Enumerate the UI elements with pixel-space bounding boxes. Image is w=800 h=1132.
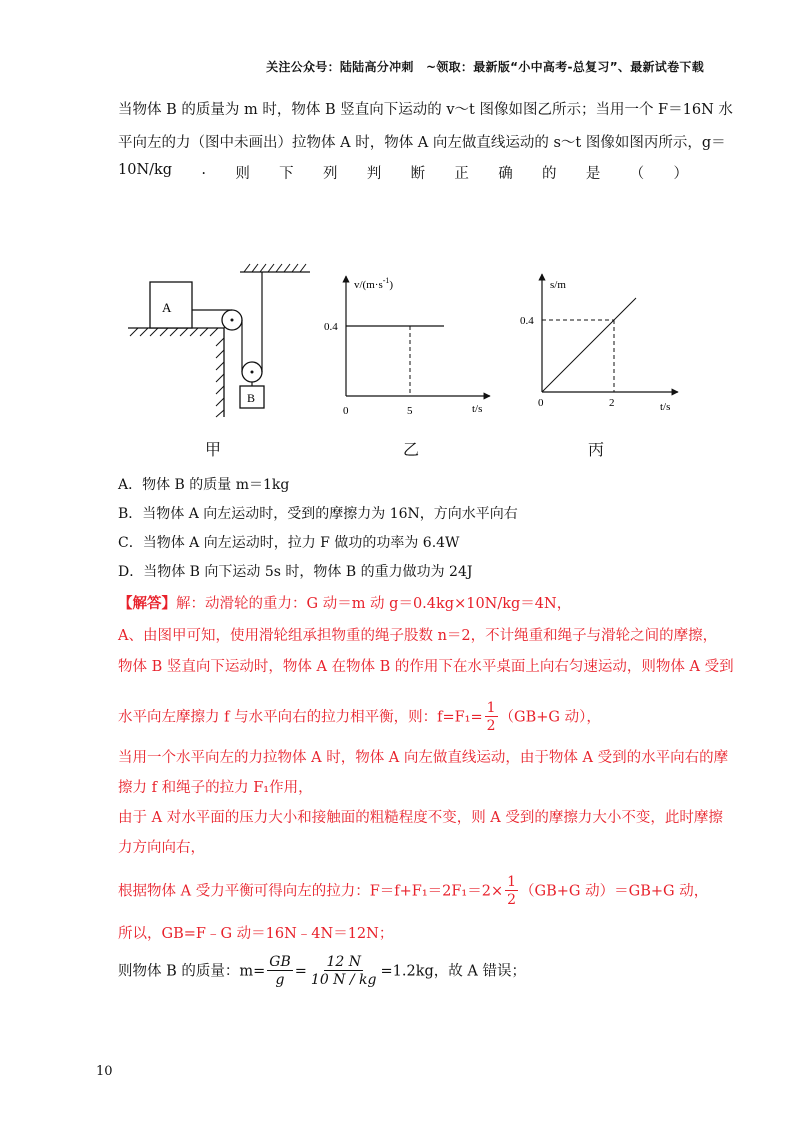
option-c: C．当物体 A 向左运动时，拉力 F 做功的功率为 6.4W xyxy=(118,535,460,551)
yi-x-axis-label: t/s xyxy=(472,403,483,415)
caption-bing: 丙 xyxy=(588,440,605,459)
yi-ytick-0.4: 0.4 xyxy=(324,321,338,333)
fraction-gb-over-g: $\frac{GB}{g}$ xyxy=(269,954,291,988)
caption-yi: 乙 xyxy=(403,440,420,459)
figure-jia xyxy=(120,262,320,426)
bing-y-axis-label: s/m xyxy=(550,279,566,291)
intro-line-1: 当物体 B 的质量为 m 时，物体 B 竖直向下运动的 v～t 图像如图乙所示；当用一个 F＝16N 水 xyxy=(118,102,733,118)
intro-line-2: 平向左的力（图中未画出）拉物体 A 时，物体 A 向左做直线运动的 s～t 图像如图丙所示，g＝ xyxy=(118,135,726,151)
bing-x-axis-label: t/s xyxy=(660,401,671,413)
bing-origin: 0 xyxy=(538,397,544,409)
solution-line-3: 物体 B 竖直向下运动时，物体 A 在物体 B 的作用下在水平桌面上向右匀速运动，则物体 A 受到 xyxy=(118,659,734,675)
page-header: 关注公众号：陆陆高分冲刺 ~领取：最新版“小中高考-总复习”、最新试卷下载 xyxy=(266,60,704,74)
yi-xtick-5: 5 xyxy=(407,405,413,417)
fraction-one-half-2: $\frac{1}{2}$ xyxy=(507,874,517,908)
block-a-label: A xyxy=(162,300,172,315)
page-number: 10 xyxy=(96,1064,113,1079)
solution-line-2: A、由图甲可知，使用滑轮组承担物重的绳子股数 n＝2，不计绳重和绳子与滑轮之间的摩擦， xyxy=(118,628,718,644)
solution-line-10: 所以，GB=F﹣G 动＝16N﹣4N＝12N； xyxy=(118,926,394,942)
solution-line-7: 由于 A 对水平面的压力大小和接触面的粗糙程度不变，则 A 受到的摩擦力大小不变，此时摩擦 xyxy=(118,810,723,826)
solution-line-9: 根据物体 A 受力平衡可得向左的拉力：F＝f+F₁＝2F₁＝2× $\frac{1}{2}$ （GB+G 动）＝GB+G 动， xyxy=(118,874,709,908)
solution-line-5: 当用一个水平向左的力拉物体 A 时，物体 A 向左做直线运动，由于物体 A 受到的水平向右的摩 xyxy=(118,750,729,766)
bing-xtick-2: 2 xyxy=(609,397,615,409)
solution-line-1: 【解答】解：动滑轮的重力：G 动＝m 动 g＝0.4kg×10N/kg＝4N， xyxy=(118,595,572,612)
block-b-label: B xyxy=(247,391,256,405)
bing-displacement-line xyxy=(542,298,636,392)
figure-yi xyxy=(320,268,500,422)
yi-y-axis-label: $v/(m\cdot s^{-1})$ xyxy=(354,276,394,291)
option-a: A．物体 B 的质量 m＝1kg xyxy=(118,477,290,493)
fraction-one-half: $\frac{1}{2}$ xyxy=(486,700,496,734)
caption-jia: 甲 xyxy=(205,440,222,459)
solution-tag: 【解答】 xyxy=(118,595,176,612)
solution-line-4: 水平向左摩擦力 f 与水平向右的拉力相平衡，则：f=F₁= $\frac{1}{2}$ （GB+G 动）， xyxy=(118,700,601,734)
figure-bing xyxy=(516,268,686,422)
solution-line-11: 则物体 B 的质量：m= $\frac{GB}{g}$ = $\frac{12 N}{10 N / kg}$ =1.2kg，故 A 错误； xyxy=(118,954,526,988)
solution-line-8: 力方向向右， xyxy=(118,840,205,856)
option-b: B．当物体 A 向左运动时，受到的摩擦力为 16N，方向水平向右 xyxy=(118,506,518,522)
yi-origin: 0 xyxy=(343,405,349,417)
bing-ytick-0.4: 0.4 xyxy=(520,315,534,327)
fraction-value: $\frac{12 N}{10 N / kg}$ xyxy=(310,954,377,988)
solution-line-6: 擦力 f 和绳子的拉力 F₁作用， xyxy=(118,780,313,796)
option-d: D．当物体 B 向下运动 5s 时，物体 B 的重力做功为 24J xyxy=(118,564,473,580)
intro-line-3: 10N/kg . 则 下 列 判 断 正 确 的 是 （ ） xyxy=(118,162,688,182)
